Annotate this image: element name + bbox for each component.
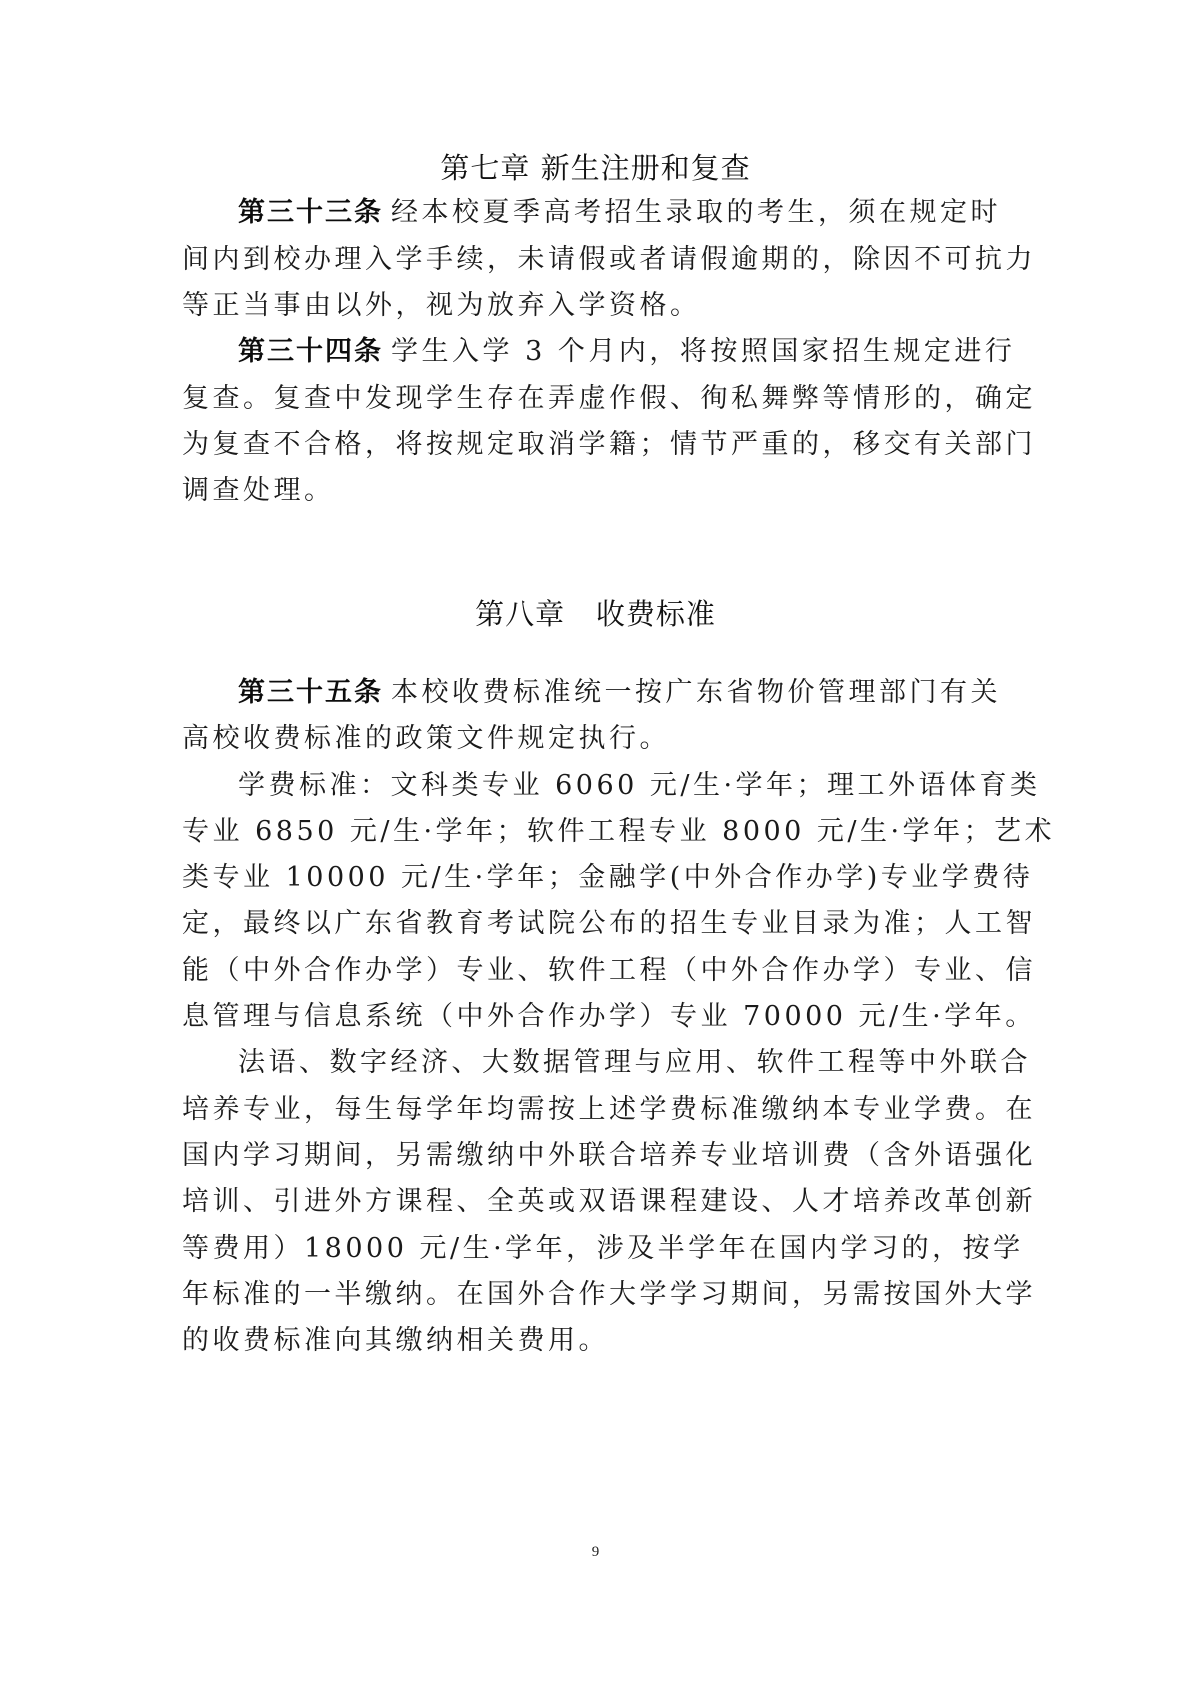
article-35-line-2: 高校收费标准的政策文件规定执行。: [182, 723, 670, 754]
article-35-text: 本校收费标准统一按广东省物价管理部门有关: [391, 677, 1001, 708]
joint-program-line-1: 法语、数字经济、大数据管理与应用、软件工程等中外联合: [238, 1047, 1031, 1078]
article-34-line-4: 调查处理。: [182, 475, 335, 506]
chapter-8-title: 第八章 收费标准: [475, 597, 716, 631]
tuition-line-2: 专业 6850 元/生·学年；软件工程专业 8000 元/生·学年；艺术: [182, 816, 1056, 847]
page-number: 9: [591, 1544, 600, 1560]
tuition-line-1: 学费标准：文科类专业 6060 元/生·学年；理工外语体育类: [238, 770, 1041, 801]
tuition-line-3: 类专业 10000 元/生·学年；金融学(中外合作办学)专业学费待: [182, 862, 1034, 893]
article-34-line-2: 复查。复查中发现学生存在弄虚作假、徇私舞弊等情形的，确定: [182, 383, 1036, 414]
joint-program-line-7: 的收费标准向其缴纳相关费用。: [182, 1325, 609, 1356]
joint-program-line-2: 培养专业，每生每学年均需按上述学费标准缴纳本专业学费。在: [182, 1094, 1036, 1125]
article-34-text: 学生入学 3 个月内，将按照国家招生规定进行: [391, 336, 1016, 367]
article-33-line-3: 等正当事由以外，视为放弃入学资格。: [182, 290, 701, 321]
article-34-line-1: [238, 335, 1016, 369]
article-33-line-1: [238, 196, 1012, 230]
tuition-line-4: 定，最终以广东省教育考试院公布的招生专业目录为准；人工智: [182, 908, 1036, 939]
article-33-number: 第三十三条: [238, 197, 383, 228]
chapter-7-title: 第七章 新生注册和复查: [440, 151, 751, 185]
joint-program-line-5: 等费用）18000 元/生·学年，涉及半学年在国内学习的，按学: [182, 1233, 1024, 1264]
joint-program-line-4: 培训、引进外方课程、全英或双语课程建设、人才培养改革创新: [182, 1186, 1036, 1217]
article-34-number: 第三十四条: [238, 336, 383, 367]
article-33-line-2: 间内到校办理入学手续，未请假或者请假逾期的，除因不可抗力: [182, 244, 1036, 275]
tuition-line-5: 能（中外合作办学）专业、软件工程（中外合作办学）专业、信: [182, 955, 1036, 986]
article-33-text: 经本校夏季高考招生录取的考生，须在规定时: [391, 197, 1001, 228]
tuition-line-6: 息管理与信息系统（中外合作办学）专业 70000 元/生·学年。: [182, 1001, 1036, 1032]
article-35-line-1: [238, 676, 1012, 710]
joint-program-line-3: 国内学习期间，另需缴纳中外联合培养专业培训费（含外语强化: [182, 1140, 1036, 1171]
joint-program-line-6: 年标准的一半缴纳。在国外合作大学学习期间，另需按国外大学: [182, 1279, 1036, 1310]
article-34-line-3: 为复查不合格，将按规定取消学籍；情节严重的，移交有关部门: [182, 429, 1036, 460]
article-35-number: 第三十五条: [238, 677, 383, 708]
